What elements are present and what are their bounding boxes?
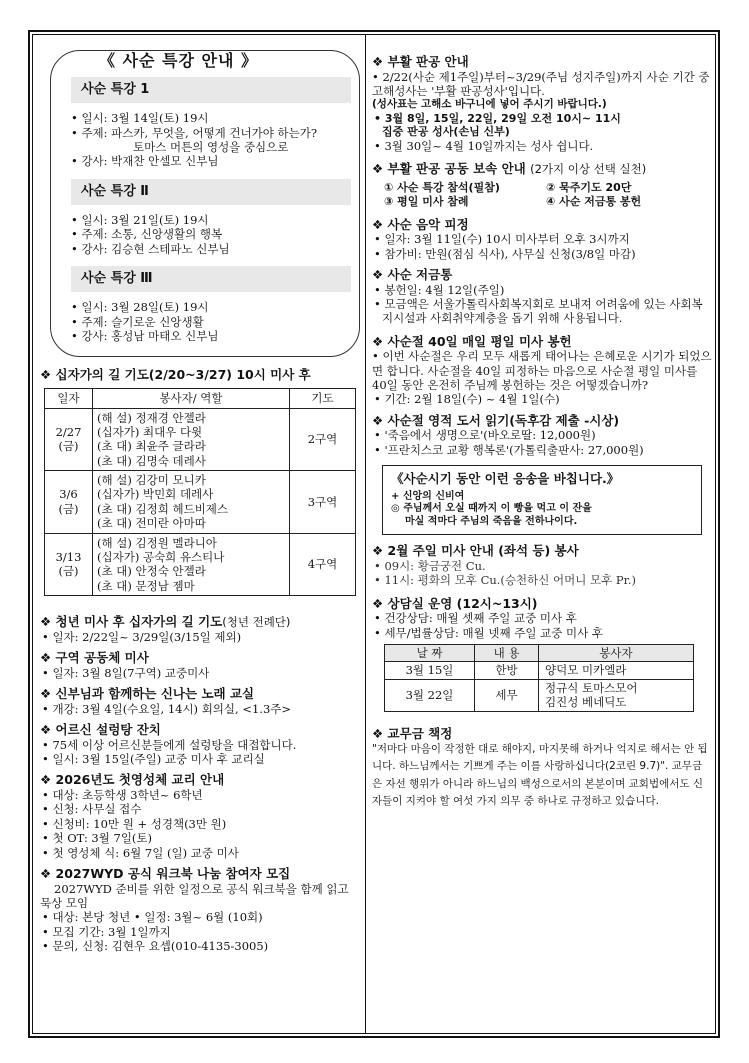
forty-heading: ❖ 사순절 40일 매일 평일 미사 봉헌 <box>372 333 572 349</box>
penance-heading-sub: (2가지 이상 선택 실천) <box>530 162 647 177</box>
lecture1-date: • 일시: 3월 14일(토) 19시 <box>71 111 209 126</box>
wyd-heading: ❖ 2027WYD 공식 워크북 나눔 참여자 모집 <box>40 865 291 881</box>
youth-heading <box>40 614 362 630</box>
row-line: (해 설) 정재경 안젤라 <box>97 410 206 425</box>
table-row <box>45 471 356 534</box>
communion-line3: • 신청비: 10만 원 + 성경책(3만 원) <box>42 816 227 831</box>
lenten-lecture-title: 《 사순 특강 안내 》 <box>99 51 259 70</box>
district-heading: ❖ 구역 공동체 미사 <box>40 650 149 665</box>
youth-heading-sub: (청년 전례단) <box>222 615 291 629</box>
table-row <box>45 533 356 596</box>
row-day: (금) <box>58 564 79 579</box>
communion-line4: • 첫 OT: 3월 7일(토) <box>42 831 153 846</box>
note-line2: ◎ 주님께서 오실 때까지 이 빵을 먹고 이 잔을 <box>391 503 592 515</box>
lecture1-label: 사순 특강 1 <box>71 77 351 103</box>
stations-table <box>44 388 356 596</box>
penance-option3: ③ 평일 미사 참례 <box>384 194 469 208</box>
youth-line: • 일자: 2/22일~ 3/29일(3/15일 제외) <box>42 629 242 644</box>
forty-line1: • 기간: 2월 18일(수) ~ 4월 1일(수) <box>374 392 560 407</box>
dues-paragraph: "저마다 마음이 작정한 대로 해야지, 마지못해 하거나 억지로 해서는 안 됩니다. 하느님께서는 기쁘게 주는 이를 사랑하십니다(2코린 9.7)". 교무금은 자선 행위가 아니라 하느님의 백성으로서의 본분이며 교회법에서도 신자들이 지켜야 할 여섯 가지 의무 중 하나로 규정하고 있습니다. <box>372 743 708 808</box>
district-line: • 일자: 3월 8일(7구역) 교중미사 <box>42 665 210 680</box>
reading-heading: ❖ 사순절 영적 도서 읽기(독후감 제출 -시상) <box>372 412 620 428</box>
music-line2: • 참가비: 만원(점심 식사), 사무실 신청(3/8일 마감) <box>374 246 636 261</box>
lecture2-date: • 일시: 3월 21일(토) 19시 <box>71 213 209 227</box>
row-line: (십자가) 최대우 다윗 <box>97 424 203 439</box>
stations-header-date: 일자 <box>45 389 93 408</box>
counsel-heading-text: ❖ 상담실 운영 <box>372 595 453 611</box>
lecture3-topic: • 주제: 슬기로운 신앙생활 <box>71 314 204 329</box>
feast-line1: • 75세 이상 어르신분들에게 설렁탕을 대접합니다. <box>42 737 297 752</box>
communion-line1: • 대상: 초등학생 3학년~ 6학년 <box>42 788 203 802</box>
row-line: (초 대) 전미란 아마따 <box>97 516 206 531</box>
row-date: 3월 15일 <box>385 662 475 679</box>
row-area: 4구역 <box>290 533 356 596</box>
lenten-lecture-box <box>50 50 360 357</box>
note-line3: 마실 적마다 주님의 죽음을 전하나이다. <box>405 515 578 527</box>
row-line: (십자가) 공숙희 유스티나 <box>97 549 225 564</box>
lecture3-speaker: • 강사: 홍성남 마태오 신부님 <box>71 329 219 344</box>
dues-heading: ❖ 교무금 책정 <box>372 725 453 741</box>
row-date: 2/27 <box>55 424 82 439</box>
counsel-line2: • 세무/법률상담: 매월 넷째 주일 교중 미사 후 <box>374 625 603 640</box>
reading-line2: • '프란치스코 교황 행복론'(가톨릭출판사: 27,000원) <box>374 442 644 457</box>
row-line: (초 대) 문정남 젬마 <box>97 578 195 593</box>
row-line: (초 대) 최윤주 글라라 <box>97 439 206 454</box>
feast-heading: ❖ 어르신 설렁탕 잔치 <box>40 722 161 737</box>
youth-heading-text: ❖ 청년 미사 후 십자가의 길 기도 <box>40 614 223 629</box>
left-column <box>40 36 362 953</box>
sunday-heading: ❖ 2월 주일 미사 안내 (좌석 등) 봉사 <box>372 543 579 559</box>
counsel-line1: • 건강상담: 매월 셋째 주일 교중 미사 후 <box>374 611 577 626</box>
row-area: 3구역 <box>290 471 356 534</box>
lecture3-date: • 일시: 3월 28일(토) 19시 <box>71 300 209 315</box>
communion-line2: • 신청: 사무실 접수 <box>42 802 142 817</box>
savings-heading: ❖ 사순 저금통 <box>372 266 453 282</box>
lecture1-topic2: 토마스 머튼의 영성을 중심으로 <box>133 140 289 154</box>
note-title: 《사순시기 동안 이런 응송을 바칩니다.》 <box>391 471 620 487</box>
row-content: 한방 <box>475 662 539 679</box>
counsel-header-volunteer: 봉사자 <box>539 645 694 662</box>
lecture2-label: 사순 특강 Ⅱ <box>71 179 351 205</box>
penance-option4: ④ 사순 저금통 봉헌 <box>546 194 642 208</box>
counsel-header-content: 내 용 <box>475 645 539 662</box>
row-volunteer: 김진성 베네딕도 <box>545 695 627 710</box>
row-line: (초 대) 김명숙 데레사 <box>97 453 206 468</box>
row-date: 3/13 <box>55 549 82 564</box>
right-column <box>372 36 712 810</box>
savings-line2: • 모금액은 서울가톨릭사회복지회로 보내져 어려움에 있는 사회복지시설과 사회취약계층을 돕기 위해 사용됩니다. <box>374 296 703 326</box>
wyd-line1: • 대상: 본당 청년 • 일정: 3월~ 6월 (10회) <box>42 910 263 925</box>
penance-heading-text: ❖ 부활 판공 공동 보속 안내 <box>372 161 526 177</box>
row-day: (금) <box>58 501 79 516</box>
music-heading: ❖ 사순 음악 피정 <box>372 216 469 232</box>
forty-paragraph: • 이번 사순절은 우리 모두 새롭게 태어나는 은혜로운 시기가 되었으면 합니다. 사순절을 40일 피정하는 마음으로 사순절 평일 미사를 40일 동안 온전히 주님께 봉헌하는 것은 어떻겠습니까? <box>372 349 712 392</box>
row-line: (해 설) 김강미 모니카 <box>97 473 206 487</box>
penance-option1: ① 사순 특강 참석(필참) <box>384 181 500 194</box>
music-line1: • 일자: 3월 11일(수) 10시 미사부터 오후 3시까지 <box>374 232 630 247</box>
row-line: (초 대) 안정숙 안젤라 <box>97 564 206 579</box>
savings-line1: • 봉헌일: 4월 12일(주일) <box>374 282 505 297</box>
table-row <box>385 679 694 711</box>
stations-header-area: 기도 <box>290 389 356 408</box>
row-volunteer: 정규식 토마스모어 <box>545 680 638 695</box>
counsel-header-date: 날 짜 <box>385 645 475 662</box>
communion-heading: ❖ 2026년도 첫영성체 교리 안내 <box>40 772 225 788</box>
row-area: 2구역 <box>290 408 356 471</box>
counsel-heading <box>372 596 712 612</box>
lecture2-speaker: • 강사: 김승현 스테파노 신부님 <box>71 241 230 256</box>
confession-p1: • 2/22(사순 제1주일)부터~3/29(주님 성지주일)까지 사순 기간 중 고해성사는 '부활 판공성사'입니다. <box>372 69 710 98</box>
row-date: 3/6 <box>59 487 78 502</box>
column-divider <box>365 34 366 1034</box>
confession-p2: (성사표는 고해소 바구니에 넣어 주시기 바랍니다.) <box>372 98 607 111</box>
singing-line: • 개강: 3월 4일(수요일, 14시) 회의실, <1.3주> <box>42 701 292 716</box>
table-row <box>45 408 356 471</box>
counsel-table <box>384 644 694 712</box>
penance-heading <box>372 161 712 177</box>
communion-line5: • 첫 영성체 식: 6월 7일 (일) 교중 미사 <box>42 845 239 860</box>
row-day: (금) <box>58 439 79 454</box>
lecture2-topic: • 주제: 소통, 신앙생활의 행복 <box>71 227 223 242</box>
confession-line1b: 집중 판공 성사(손님 신부) <box>382 125 510 139</box>
wyd-paragraph: 2027WYD 준비를 위한 일정으로 공식 워크북을 함께 읽고 묵상 모임 <box>40 881 349 910</box>
lecture1-topic: • 주제: 파스카, 무엇을, 어떻게 건너가야 하는가? <box>71 125 318 140</box>
row-line: (해 설) 김정원 멜라니아 <box>97 535 217 550</box>
stations-heading: ❖ 십자가의 길 기도(2/20~3/27) 10시 미사 후 <box>40 366 311 382</box>
penance-options <box>372 181 712 209</box>
row-content: 세무 <box>475 679 539 711</box>
lecture1-speaker: • 강사: 박재찬 안셀모 신부님 <box>71 154 219 169</box>
wyd-line2: • 모집 기간: 3월 1일까지 <box>42 924 171 939</box>
sunday-line1: • 09시: 황금궁전 Cu. <box>374 558 486 573</box>
reading-line1: • '죽음에서 생명으로'(바오로딸: 12,000원) <box>374 428 596 443</box>
singing-heading: ❖ 신부님과 함께하는 신나는 노래 교실 <box>40 686 255 701</box>
row-date: 3월 22일 <box>385 679 475 711</box>
confession-heading: ❖ 부활 판공 안내 <box>372 54 469 69</box>
feast-line2: • 일시: 3월 15일(주일) 교중 미사 후 교리실 <box>42 752 265 766</box>
row-volunteer: 양덕모 미카엘라 <box>539 662 694 679</box>
wyd-line3: • 문의, 신청: 김현우 요셉(010-4135-3005) <box>42 939 269 953</box>
row-line: (초 대) 김정희 헤드비제스 <box>97 501 229 516</box>
confession-line2: • 3월 30일~ 4월 10일까지는 성사 쉽니다. <box>374 139 594 153</box>
penance-option2: ② 묵주기도 20단 <box>546 181 632 194</box>
sunday-line2: • 11시: 평화의 모후 Cu.(승천하신 어머니 모후 Pr.) <box>374 573 636 588</box>
confession-line1: • 3월 8일, 15일, 22일, 29일 오전 10시~ 11시 <box>374 111 621 125</box>
counsel-heading-sub: (12시~13시) <box>456 595 538 611</box>
row-line: (십자가) 박민회 데레사 <box>97 487 214 502</box>
note-line1: + 신앙의 신비여 <box>391 490 465 502</box>
lecture3-label: 사순 특강 Ⅲ <box>71 266 351 292</box>
response-note-box <box>382 465 702 535</box>
stations-header-role: 봉사자/ 역할 <box>93 389 290 408</box>
table-row <box>385 662 694 679</box>
